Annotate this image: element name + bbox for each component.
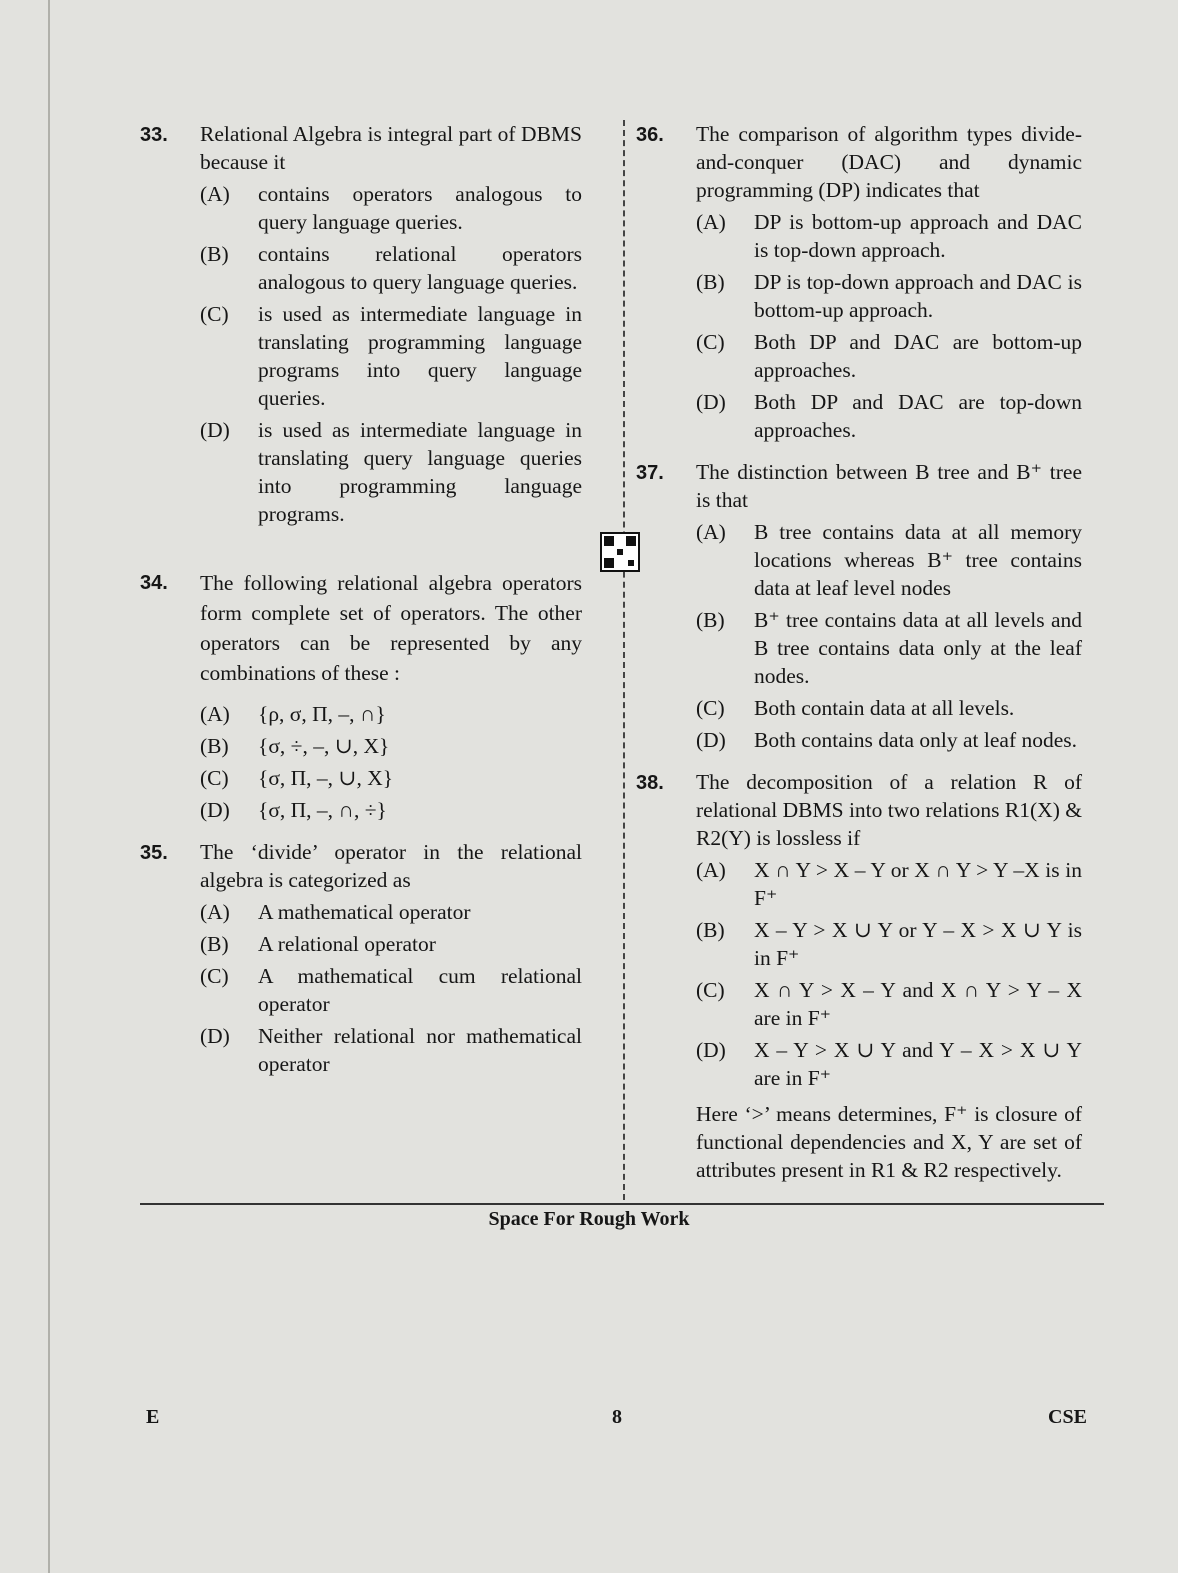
option-d bbox=[200, 416, 582, 528]
option-text: Neither relational nor mathematical operator bbox=[258, 1024, 582, 1076]
option-text: X ∩ Y > X – Y or X ∩ Y > Y –X is in F⁺ bbox=[754, 858, 1082, 910]
option-label: (D) bbox=[200, 418, 230, 442]
option-b bbox=[200, 732, 582, 760]
question-number: 37. bbox=[636, 462, 664, 484]
rough-work-heading: Space For Rough Work bbox=[488, 1208, 690, 1230]
page-number: 8 bbox=[612, 1406, 622, 1428]
option-a bbox=[200, 898, 582, 926]
option-c bbox=[200, 962, 582, 1018]
option-c bbox=[696, 976, 1082, 1032]
option-text: DP is top-down approach and DAC is bottom-up approach. bbox=[754, 270, 1082, 322]
option-text: A relational operator bbox=[258, 932, 436, 956]
option-label: (B) bbox=[200, 734, 229, 758]
question-35 bbox=[140, 838, 582, 1078]
option-c bbox=[200, 300, 582, 412]
option-c bbox=[200, 764, 582, 792]
option-a bbox=[696, 208, 1082, 264]
option-text: Both DP and DAC are bottom-up approaches. bbox=[754, 330, 1082, 382]
option-text: {ρ, σ, Π, –, ∩} bbox=[258, 702, 386, 726]
option-label: (C) bbox=[200, 964, 229, 988]
option-a bbox=[200, 180, 582, 236]
option-text: is used as intermediate language in translating query language queries into programming language programs. bbox=[258, 418, 582, 526]
question-stem: The distinction between B tree and B⁺ tree is that bbox=[696, 460, 1082, 512]
option-label: (A) bbox=[696, 520, 726, 544]
option-a bbox=[200, 700, 582, 728]
option-b bbox=[200, 240, 582, 296]
question-stem: The ‘divide’ operator in the relational algebra is categorized as bbox=[200, 840, 582, 892]
option-label: (D) bbox=[696, 728, 726, 752]
option-c bbox=[696, 328, 1082, 384]
option-label: (D) bbox=[200, 798, 230, 822]
qr-code-icon bbox=[600, 532, 640, 572]
option-label: (A) bbox=[200, 182, 230, 206]
option-text: X – Y > X ∪ Y or Y – X > X ∪ Y is in F⁺ bbox=[754, 918, 1082, 970]
question-stem: The following relational algebra operators form complete set of operators. The other operators can be represented by any combinations of these : bbox=[200, 571, 582, 685]
column-divider bbox=[623, 120, 625, 1200]
option-label: (C) bbox=[696, 978, 725, 1002]
option-label: (C) bbox=[200, 302, 229, 326]
left-column bbox=[140, 120, 582, 1092]
option-text: A mathematical operator bbox=[258, 900, 471, 924]
option-text: {σ, ÷, –, ∪, X} bbox=[258, 734, 390, 758]
option-label: (B) bbox=[200, 242, 229, 266]
option-text: DP is bottom-up approach and DAC is top-down approach. bbox=[754, 210, 1082, 262]
option-d bbox=[696, 726, 1082, 754]
right-column bbox=[636, 120, 1082, 1198]
option-text: contains relational operators analogous to query language queries. bbox=[258, 242, 582, 294]
question-33 bbox=[140, 120, 582, 528]
option-b bbox=[696, 268, 1082, 324]
option-label: (D) bbox=[696, 390, 726, 414]
option-label: (C) bbox=[200, 766, 229, 790]
option-label: (D) bbox=[200, 1024, 230, 1048]
binding-edge bbox=[48, 0, 50, 1573]
question-number: 35. bbox=[140, 842, 168, 864]
option-label: (C) bbox=[696, 696, 725, 720]
option-text: X ∩ Y > X – Y and X ∩ Y > Y – X are in F⁺ bbox=[754, 978, 1082, 1030]
footer-left: E bbox=[146, 1406, 160, 1428]
option-d bbox=[200, 1022, 582, 1078]
option-d bbox=[696, 388, 1082, 444]
option-text: B tree contains data at all memory locations whereas B⁺ tree contains data at leaf level nodes bbox=[754, 520, 1082, 600]
rough-work-rule bbox=[140, 1203, 1104, 1205]
option-text: contains operators analogous to query language queries. bbox=[258, 182, 582, 234]
option-label: (C) bbox=[696, 330, 725, 354]
option-label: (A) bbox=[200, 702, 230, 726]
option-b bbox=[200, 930, 582, 958]
option-label: (B) bbox=[696, 270, 725, 294]
option-text: {σ, Π, –, ∪, X} bbox=[258, 766, 394, 790]
option-label: (A) bbox=[696, 858, 726, 882]
option-a bbox=[696, 856, 1082, 912]
option-text: A mathematical cum relational operator bbox=[258, 964, 582, 1016]
footer-right: CSE bbox=[1048, 1406, 1087, 1428]
question-number: 34. bbox=[140, 572, 168, 594]
option-label: (A) bbox=[696, 210, 726, 234]
option-label: (B) bbox=[696, 608, 725, 632]
option-a bbox=[696, 518, 1082, 602]
option-text: is used as intermediate language in translating programming language programs into query language queries. bbox=[258, 302, 582, 410]
option-label: (D) bbox=[696, 1038, 726, 1062]
question-36 bbox=[636, 120, 1082, 444]
option-text: Both DP and DAC are top-down approaches. bbox=[754, 390, 1082, 442]
option-label: (B) bbox=[696, 918, 725, 942]
option-label: (A) bbox=[200, 900, 230, 924]
option-text: Both contain data at all levels. bbox=[754, 696, 1015, 720]
option-text: B⁺ tree contains data at all levels and B tree contains data only at the leaf nodes. bbox=[754, 608, 1082, 688]
question-stem: The comparison of algorithm types divide-and-conquer (DAC) and dynamic programming (DP) indicates that bbox=[696, 122, 1082, 202]
question-number: 33. bbox=[140, 124, 168, 146]
question-stem: Relational Algebra is integral part of DBMS because it bbox=[200, 122, 582, 174]
option-d bbox=[696, 1036, 1082, 1092]
option-text: Both contains data only at leaf nodes. bbox=[754, 728, 1078, 752]
question-38 bbox=[636, 768, 1082, 1184]
question-34 bbox=[140, 568, 582, 824]
question-37 bbox=[636, 458, 1082, 754]
question-note: Here ‘>’ means determines, F⁺ is closure of functional dependencies and X, Y are set of attributes present in R1 & R2 respectively. bbox=[696, 1102, 1082, 1182]
option-d bbox=[200, 796, 582, 824]
question-number: 38. bbox=[636, 772, 664, 794]
option-label: (B) bbox=[200, 932, 229, 956]
question-stem: The decomposition of a relation R of relational DBMS into two relations R1(X) & R2(Y) is lossless if bbox=[696, 770, 1082, 850]
option-c bbox=[696, 694, 1082, 722]
option-b bbox=[696, 916, 1082, 972]
option-b bbox=[696, 606, 1082, 690]
question-number: 36. bbox=[636, 124, 664, 146]
option-text: X – Y > X ∪ Y and Y – X > X ∪ Y are in F⁺ bbox=[754, 1038, 1082, 1090]
option-text: {σ, Π, –, ∩, ÷} bbox=[258, 798, 387, 822]
